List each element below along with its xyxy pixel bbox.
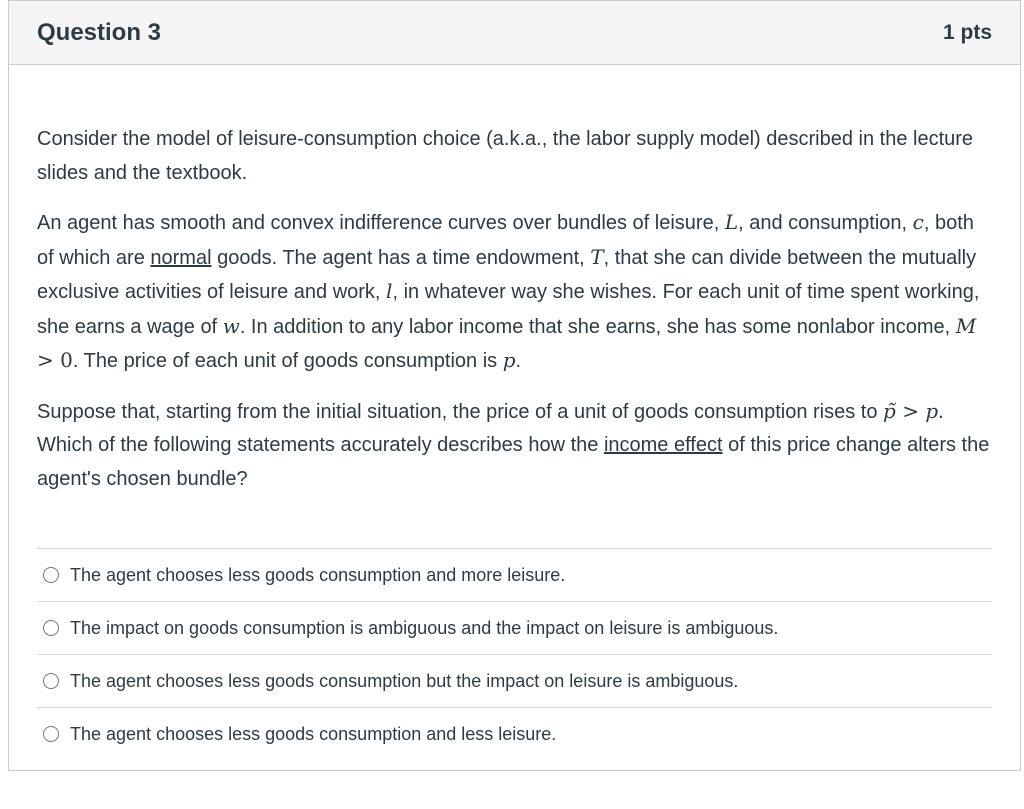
- radio-button[interactable]: [43, 726, 59, 742]
- answer-label: The impact on goods consumption is ambiguous and the impact on leisure is ambiguous.: [70, 617, 779, 638]
- math-greater-than: >: [895, 398, 926, 423]
- link-income-effect[interactable]: income effect: [603, 434, 723, 456]
- question-paragraph-1: Consider the model of leisure-consumption choice (a.k.a., the labor supply model) described in the lecture slides and the textbook.: [37, 128, 974, 184]
- question-card: [8, 0, 1021, 771]
- answer-option-3[interactable]: [37, 655, 992, 708]
- answer-label: The agent chooses less goods consumption and less leisure.: [70, 723, 557, 744]
- math-wage: w: [222, 313, 240, 338]
- math-work: l: [386, 279, 393, 303]
- text-segment: . The price of each unit of goods consumption is: [72, 350, 503, 372]
- question-paragraph-3: [37, 395, 992, 497]
- text-segment: , and consumption,: [738, 212, 913, 234]
- math-price: p: [502, 348, 516, 372]
- math-new-price: p̃: [883, 398, 896, 423]
- question-title: Question 3: [37, 18, 162, 46]
- text-segment: goods. The agent has a time endowment,: [211, 246, 591, 269]
- text-segment: of this price change alters the agent's chosen bundle?: [37, 434, 990, 490]
- question-paragraph-2: [37, 206, 992, 379]
- text-segment: . In addition to any labor income that she earns, she has some nonlabor income,: [239, 315, 956, 338]
- text-segment: , that she can divide between the mutually exclusive activities of leisure and work,: [37, 246, 977, 303]
- radio-button[interactable]: [43, 620, 59, 636]
- link-normal-goods[interactable]: normal: [150, 246, 212, 269]
- question-header: [9, 1, 1020, 65]
- text-segment: , in whatever way she wishes. For each unit of time spent working, she earns a wage of: [37, 281, 980, 338]
- answer-option-4[interactable]: [37, 708, 992, 760]
- math-nonlabor-income: M: [955, 313, 977, 338]
- text-segment: , both of which are: [37, 212, 974, 269]
- math-time-endowment: T: [590, 244, 604, 269]
- radio-button[interactable]: [43, 567, 59, 583]
- text-segment: .: [515, 350, 522, 372]
- math-consumption: c: [912, 210, 924, 234]
- radio-button[interactable]: [43, 673, 59, 689]
- text-segment: Suppose that, starting from the initial situation, the price of a unit of goods consumption rises to: [37, 400, 884, 423]
- answer-option-1[interactable]: [37, 549, 992, 602]
- question-body: [9, 65, 1020, 760]
- math-leisure: L: [724, 210, 739, 234]
- text-segment: . Which of the following statements accurately describes how the: [37, 400, 944, 456]
- question-points: 1 pts: [942, 20, 992, 44]
- math-greater-than-zero: > 0: [37, 348, 73, 372]
- answer-list: [37, 548, 992, 760]
- answer-label: The agent chooses less goods consumption but the impact on leisure is ambiguous.: [70, 670, 739, 691]
- math-price: p: [925, 398, 939, 423]
- answer-option-2[interactable]: [37, 602, 992, 655]
- text-segment: An agent has smooth and convex indifference curves over bundles of leisure,: [37, 212, 725, 234]
- answer-label: The agent chooses less goods consumption and more leisure.: [70, 564, 566, 585]
